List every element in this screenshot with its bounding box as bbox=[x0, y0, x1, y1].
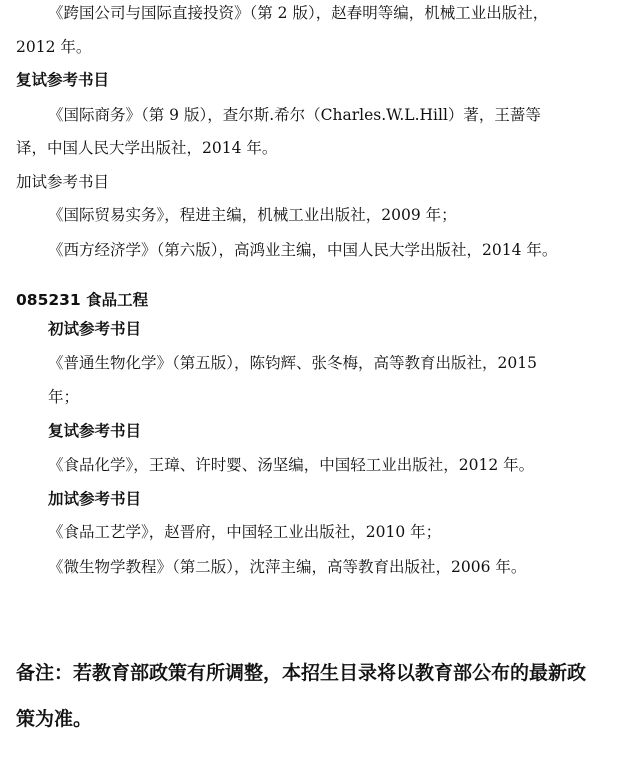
book-entry: 《食品化学》，王璋、许时婴、汤坚编，中国轻工业出版社，2012 年。 bbox=[48, 456, 535, 474]
first-heading: 初试参考书目 bbox=[48, 320, 142, 338]
extra-heading: 加试参考书目 bbox=[16, 173, 110, 191]
note-line: 备注：若教育部政策有所调整，本招生目录将以教育部公布的最新政 bbox=[16, 662, 587, 684]
book-entry: 《微生物学教程》（第二版），沈萍主编，高等教育出版社，2006 年。 bbox=[48, 558, 527, 576]
retest-heading: 复试参考书目 bbox=[48, 422, 142, 440]
book-entry-continuation: 年； bbox=[48, 388, 80, 406]
book-entry: 《国际商务》（第 9 版），查尔斯.希尔（Charles.W.L.Hill）著，王蔷等 bbox=[48, 106, 541, 124]
book-entry-continuation: 译，中国人民大学出版社，2014 年。 bbox=[16, 139, 278, 157]
book-entry: 《西方经济学》（第六版），高鸿业主编，中国人民大学出版社，2014 年。 bbox=[48, 241, 558, 259]
note-line: 策为准。 bbox=[16, 708, 93, 730]
program-title: 085231 食品工程 bbox=[16, 291, 149, 309]
extra-heading: 加试参考书目 bbox=[48, 490, 142, 508]
book-entry: 《普通生物化学》（第五版），陈钧辉、张冬梅，高等教育出版社，2015 bbox=[48, 354, 537, 372]
book-entry: 《国际贸易实务》，程进主编，机械工业出版社，2009 年； bbox=[48, 206, 457, 224]
book-entry: 《食品工艺学》，赵晋府，中国轻工业出版社，2010 年； bbox=[48, 523, 442, 541]
book-entry: 《跨国公司与国际直接投资》（第 2 版），赵春明等编，机械工业出版社， bbox=[48, 4, 549, 22]
retest-heading: 复试参考书目 bbox=[16, 71, 110, 89]
book-entry-continuation: 2012 年。 bbox=[16, 38, 92, 56]
